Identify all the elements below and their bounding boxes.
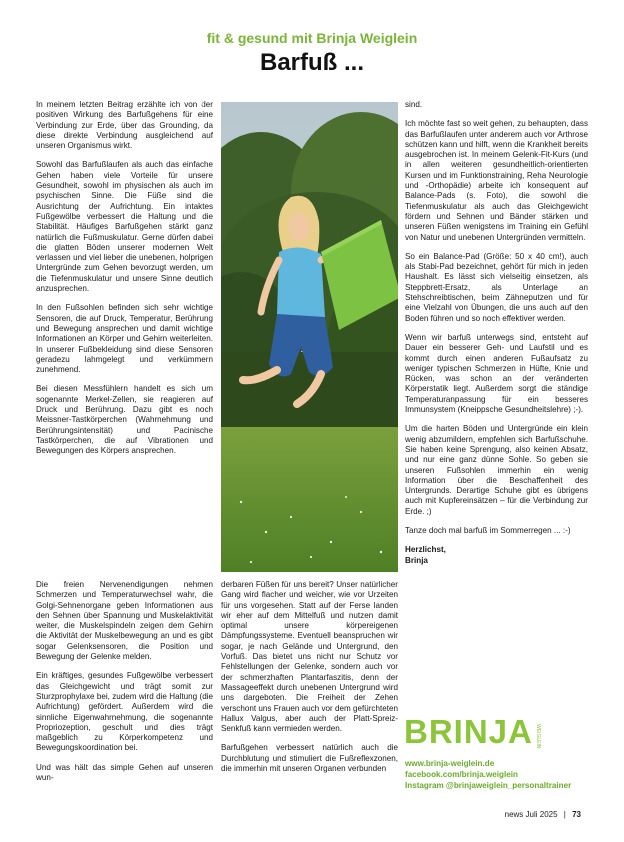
footer-separator: | <box>563 810 566 819</box>
paragraph: In den Fußsohlen befinden sich sehr wichtige Sensoren, die auf Druck, Temperatur, Berührung und Bewegung ansprechen und damit wichtige Informationen an Körper und Gehirn weiterleiten. In unserer Fußbekleidung sind diese Sensoren geradezu lahmgelegt und verkümmern zunehmend. <box>36 303 213 375</box>
instagram-link[interactable]: Instagram @brinjaweiglein_personaltrainer <box>405 781 572 790</box>
paragraph: In meinem letzten Beitrag erzählte ich von der positiven Wirkung des Barfußgehens für eine Verbindung zur Erde, über das Grounding, da diese direkte Verbindung ausgleichend auf unseren Organismus wirkt. <box>36 100 213 151</box>
paragraph: Die freien Nervenendigungen nehmen Schmerzen und Temperaturwechsel wahr, die Golgi-Sehnenorgane geben Informationen aus den Sehnen über Spannung und Muskelaktivität weiter, die Muskelspindeln zeigen dem Gehirn die Aktivität der Muskelbewegung an und es gibt sogar Gelenksensoren, die Position und Bewegung der Gelenke melden. <box>36 580 213 662</box>
contact-links <box>405 758 571 791</box>
paragraph: Ich möchte fast so weit gehen, zu behaupten, dass das Barfußlaufen unter anderem auch vor Arthrose schützen kann und hilft, wenn die Krankheit bereits ausgebrochen ist. In meinem Gelenk-Fit-Kurs (und in allen weiteren gesundheitlich-orientierten Kursen und im Funktionstraining, Reha Neurologie und -Orthopädie) arbeite ich konsequent auf Balance-Pads (s. Foto), die sowohl die Tiefenmuskulatur als auch das Gleichgewicht fördern und Sehnen und Bänder stärken und unseren Füßen wenigstens im Training ein Gefühl von Natur und unebenen Untergründen vermitteln. <box>405 119 588 242</box>
column-1-top <box>36 100 213 466</box>
photo-credit: Foto: Stefan Kattinger <box>200 61 206 110</box>
column-2-bottom <box>221 580 398 783</box>
paragraph: Barfußgehen verbessert natürlich auch die Durchblutung und stimuliert die Fußreflexzonen, die immerhin mit unseren Organen verbunden <box>221 743 398 774</box>
paragraph: Um die harten Böden und Untergründe ein klein wenig abzumildern, empfehlen sich Barfußschuhe. Sie haben keine Sprengung, also keinen Absatz, und nur eine ganz dünne Sohle. So geben sie unseren Fußsohlen immerhin ein wenig Information über die Beschaffenheit des Untergrunds. Derartige Schuhe gibt es übrigens auch mit Kupfereinsätzen – für die Verbindung zur Erde. ;) <box>405 424 588 516</box>
paragraph: Wenn wir barfuß unterwegs sind, entsteht auf Dauer ein besserer Geh- und Laufstil und es kommt durch einen anderen Fußaufsatz zu weniger typischen Schmerzen in Hüfte, Knie und Rücken, was schon an der veränderten Körperstatik liegt. Außerdem sorgt die ständige Temperaturanpassung für ein besseres Immunsystem (Kneippsche Gesundheitslehre) ;-). <box>405 332 588 415</box>
paragraph: Bei diesen Messfühlern handelt es sich um sogenannte Merkel-Zellen, sie reagieren auf Druck und Berührung. Dazu gibt es noch Meissner-Tastkörperchen (Wahrnehmung und Berührungsintensität) und Pacinische Tastkörperchen, die auf Vibrationen und Bewegungen des Körpers ansprechen. <box>36 384 213 456</box>
paragraph: derbaren Füßen für uns bereit? Unser natürlicher Gang wird flacher und weicher, wie vor Urzeiten für uns vorgesehen. Statt auf der Ferse landen wir eher auf dem Mittelfuß und nutzen damit optimal unsere körpereigenen Dämpfungssysteme. Eventuell beanspruchen wir sogar, je nach Gelände und Untergrund, den Vorfuß. Das bietet uns nicht nur Schutz vor Fehlstellungen der Gelenke, sondern auch vor der schmerzhaften Plantarfaszitis, denn der Massageeffekt durch unebenen Untergrund wird uns dargeboten. Die Freiheit der Zehen verschont uns Frauen auch vor dem gefürchteten Hallux Valgus, aber auch der Platt-Spreiz-Senkfuß kann vermieden werden. <box>221 580 398 734</box>
paragraph: sind. <box>405 100 423 109</box>
issue-label: news Juli 2025 <box>504 810 558 819</box>
page-footer <box>505 810 581 819</box>
paragraph: Tanze doch mal barfuß im Sommerregen ... :-) <box>405 525 571 535</box>
page-number: 73 <box>572 810 581 819</box>
article-title: Barfuß ... <box>259 49 364 76</box>
column-1-bottom <box>36 580 213 792</box>
paragraph: Und was hält das simple Gehen auf unseren wun- <box>36 762 213 783</box>
brinja-logo <box>404 714 541 750</box>
column-3 <box>405 100 588 575</box>
article-photo <box>221 102 398 572</box>
facebook-link[interactable]: facebook.com/brinja.weiglein <box>405 770 518 779</box>
paragraph: So ein Balance-Pad (Größe: 50 x 40 cm!), auch als Stabi-Pad bezeichnet, gehört für mich in jeden Haushalt. Es lässt sich vielseitig einsetzen, als Steppbrett-Ersatz, als Unterlage an Stehschreibtischen, beim Zähneputzen und für eine Vielzahl von Übungen, die uns auch auf den Boden führen und so noch effektiver werden. <box>405 251 588 323</box>
paragraph: Ein kräftiges, gesundes Fußgewölbe verbessert das Gleichgewicht und trägt somit zur Sturzprophylaxe bei, zudem wird die Haltung (die Aufrichtung) gefördert. Außerdem wird die sinnliche Eigenwahrnehmung, die sogenannte Propriozeption, geschult und dies trägt maßgeblich zu Körperkompetenz und Bewegungskoordination bei. <box>36 671 213 753</box>
article-kicker: fit & gesund mit Brinja Weiglein <box>206 30 418 46</box>
website-link[interactable]: www.brinja-weiglein.de <box>405 759 495 768</box>
logo-word: BRINJA <box>404 713 533 750</box>
paragraph: Sowohl das Barfußlaufen als auch das einfache Gehen haben viele Vorteile für unsere Gesundheit, sowohl im physischen als auch im psychischen Sinne. Die Füße sind die Ausrichtung der Aufrichtung. Ein intaktes Fußgewölbe verbessert die Haltung und die Stabilität. Häufiges Barfußgehen stärkt ganz natürlich die Fußmuskulatur. Gerne dürfen dabei die glatten Böden unserer modernen Welt verlassen und viel lieber die unebenen, holprigen Untergründe zum Gehen bevorzugt werden, um die Tiefenmuskulatur und unsere Sinne deutlich anzusprechen. <box>36 160 213 294</box>
signoff-name: Brinja <box>405 555 428 565</box>
logo-side-text: WEIGLEIN <box>534 723 541 748</box>
jumping-woman-photo <box>221 102 398 572</box>
signoff-greeting: Herzlichst, <box>405 545 446 555</box>
